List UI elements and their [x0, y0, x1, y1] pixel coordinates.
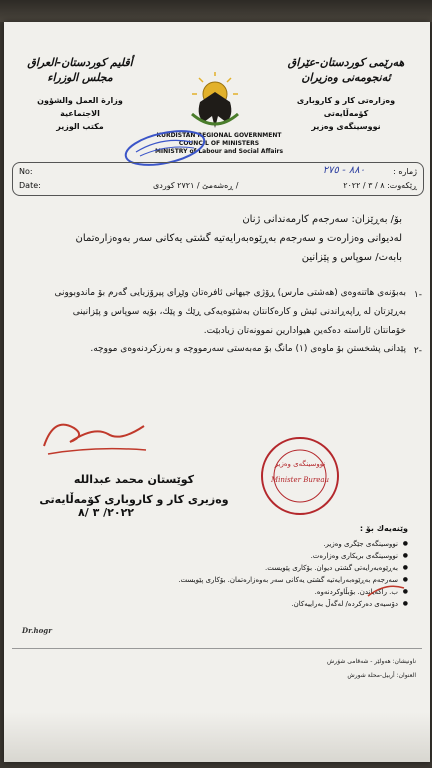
date-label: Date: — [19, 181, 41, 190]
cc-item: دۆسیەی دەرکردە/ لەگەڵ بەراییەكان. ● — [128, 598, 408, 610]
number-value: ٨٨٠ - ٢٧٥ — [322, 165, 365, 176]
header-kurdish-ministry: وەزارەتی كار و كاروباری کۆمەڵایەتی — [296, 96, 396, 118]
signatory-name: كوێستان محمد عبدالله — [73, 473, 195, 486]
stamp-top-text: نووسینگەی وەزیر — [274, 460, 326, 468]
cc-item: سەرجەم بەڕێوەبەرایەتیە گشتی یەكانی سەر بەوەزارەتمان. بۆكاری پێویست. ● — [128, 574, 408, 586]
government-line-2: COUNCIL OF MINISTERS — [178, 140, 260, 147]
paragraph-1 — [36, 284, 406, 341]
date-kurdish-calendar: / ڕەشەمێ / ٢٧٢١ كوردی — [153, 181, 239, 190]
footer-address-kurdish: ناونیشان: هەولێر - شەقامی شۆرش — [326, 658, 416, 665]
kurdistan-emblem-icon — [186, 72, 244, 132]
header-kurdish-council: ئەنجومەنی وەزیران — [301, 71, 391, 84]
document-page — [4, 22, 430, 762]
cc-item: ب. راگەیاندن. بۆبڵاوكردنەوە. ● — [128, 586, 408, 598]
cc-item: نووسینگەی بریكاری وەزارەت. ● — [128, 550, 408, 562]
cc-item: بەڕێوەبەرایەتی گشتی دیوان. بۆكاری پێویست. ● — [128, 562, 408, 574]
number-label: ژمارە : — [393, 167, 417, 176]
government-line-1: KURDISTAN REGIONAL GOVERNMENT — [156, 132, 282, 139]
addressee-line-2: لەدیوانی وەزارەت و سەرجەم بەڕێوەبەرایەتیە گشتی یەكانی سەر بەوەزارەتمان — [75, 233, 402, 244]
paragraph-1-line-2: بەڕێزتان لە ڕاپەڕاندنی ئیش و كارەكانتان بەشێوەیەكی ڕێك و پێك، بۆیە سوپاس و پێزانینی — [72, 307, 406, 317]
paragraph-2 — [36, 340, 406, 359]
paragraph-1-number: -١ — [413, 290, 422, 300]
paragraph-2-line-1: پێدانی پشخستن بۆ ماوەی (١) مانگ بۆ مەبەستی سەرمووچە و بەرزكردنەوەی مووچە. — [90, 344, 406, 354]
header-arabic-region: أقليم كوردستان-العراق — [27, 56, 133, 69]
photo-bottom-shadow — [4, 712, 430, 762]
header-arabic-ministry: وزارة العمل والشؤون الاجتماعية — [37, 96, 123, 118]
cc-item: نووسینگەی جێگری وەزیر. ● — [128, 538, 408, 550]
footer-address-arabic: العنوان: أربیل-محلة شورش — [347, 672, 416, 679]
subject-line: بابەت/ سوپاس و پێزانین — [301, 252, 402, 263]
paragraph-1-line-3: خۆمانتان ئاراستە دەكەین هیوادارین نموونەتان زیادبێت. — [203, 326, 406, 336]
signature-date: ٢٠٢٢/ ٣ /٨ — [78, 506, 135, 519]
stamp-center-text: Minister Bureau — [270, 476, 330, 484]
header-kurdish-region: هەرێمی کوردستان-عێراق — [287, 56, 405, 69]
signatory-title: وەزیری كار و كاروباری كۆمەڵایەتی — [39, 493, 229, 506]
signatory — [34, 470, 234, 510]
government-line-3: MINISTRY of Labour and Social Affairs — [154, 148, 284, 155]
photo-top-shadow — [0, 0, 432, 22]
red-minister-bureau-stamp — [258, 434, 342, 518]
drafter-initials: Dr.hogr — [22, 626, 52, 635]
no-label: No: — [19, 167, 33, 176]
cc-title: وێنەیەك بۆ : — [359, 524, 408, 533]
addressee-line-1: بۆ/ بەڕێزان: سەرجەم كارمەندانی ژنان — [242, 214, 402, 225]
header-arabic — [20, 56, 140, 133]
blue-ministry-stamp — [122, 130, 208, 166]
header-kurdish-office: نووسینگەی وەزیر — [311, 122, 381, 131]
paragraph-1-line-1: بەبۆنەی هاتنەوەی (هەشتی مارس) ڕۆژی جیهانی ئافرەتان وێڕای پیرۆزبایی گەرم بۆ ماندوبوونی — [54, 288, 406, 298]
handwritten-mark — [366, 578, 406, 602]
paragraph-2-number: -٢ — [413, 346, 422, 356]
reference-box — [12, 162, 424, 196]
header-kurdish — [276, 56, 416, 133]
date-kurdish-label: ڕێکەوت: ٨ / ٣ / ٢٠٢٢ — [343, 181, 417, 190]
header-arabic-council: مجلس الوزراء — [47, 71, 113, 84]
handwritten-signature — [34, 406, 154, 466]
header-arabic-office: مكتب الوزير — [56, 122, 104, 131]
